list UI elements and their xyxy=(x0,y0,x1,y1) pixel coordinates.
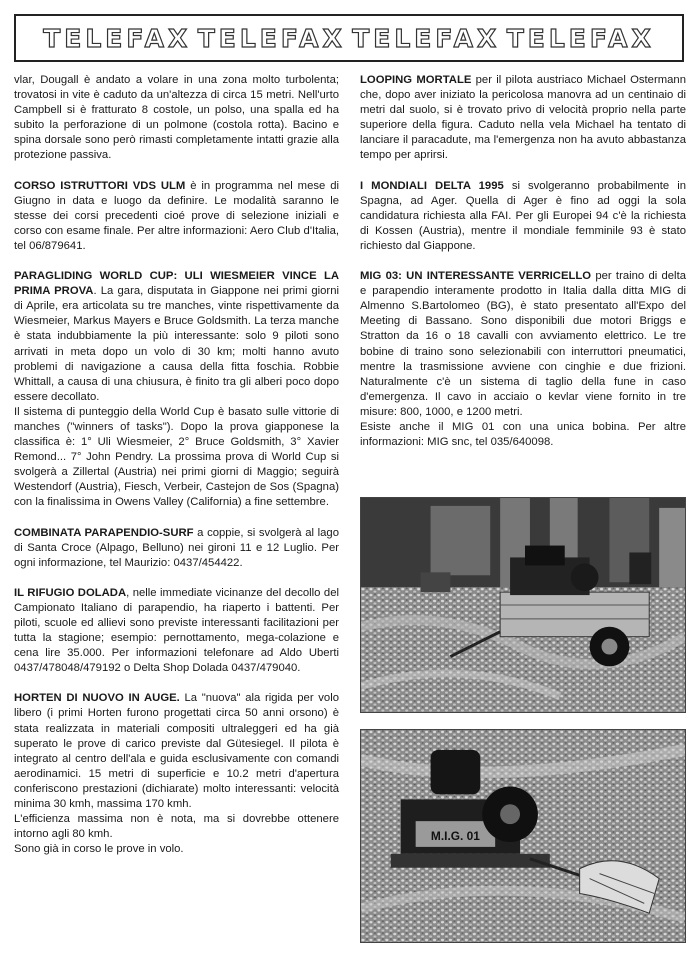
winch-trailer-image xyxy=(361,498,685,712)
article-heading: I MONDIALI DELTA 1995 xyxy=(360,179,504,192)
article-mig03: MIG 03: UN INTERESSANTE VERRICELLO per traino di delta e parapendio interamente prodotto in Italia dalla ditta MIG di Almenno S.Bartolomeo (BG), è stato presentato all'Expo del Meeting di Bassano. Sono disponibili due motori Briggs e Stratton da 16 o 18 cavalli con avviamento elettrico. Le tre bobine di traino sono selezionabili con interruttori pneumatici, mentre la trasmissione avviene con cinghie e due frizioni. Naturalmente c'è un sistema di taglio della fune in caso d'emergenza. Il cavo in acciaio o kevlar viene fornito in tre misure: 800, 1000, e 1200 metri. xyxy=(360,270,686,418)
photo-winch-trailer xyxy=(360,497,686,713)
article-horten: HORTEN DI NUOVO IN AUGE. La "nuova" ala rigida per volo libero (i primi Horten furono progettati circa 50 anni orsono) è stata realizzata in materiali compositi ultraleggeri ed ha già superato le prove di carico previste dal Gütesiegel. Il pilota è integrato al centro dell'ala e guida esclusivamente con comandi aerodinamici. 15 metri di superficie e 10.2 metri d'apertura conferiscono prestazioni (dichiarate) molto interessanti: velocità minima 30 kmh, massima 170 kmh. xyxy=(14,692,339,811)
telefax-banner xyxy=(14,14,684,62)
article-combinata: COMBINATA PARAPENDIO-SURF a coppie, si svolgerà al lago di Santa Croce (Alpago, Belluno) nei gironi 11 e 12 Luglio. Per ogni informazione, tel Maurizio: 0437/454422. xyxy=(14,526,339,569)
article-continuation: vlar, Dougall è andato a volare in una zona molto turbolenta; trovatosi in vite è caduto da un'altezza di circa 15 metri. Nell'urto Campbell si è fratturato 8 costole, un polso, una spalla ed ha subito la perforazione di un polmone (costola rotta). Bacino e spina dorsale sono però rimasti completamente intatti grazie alla protezione passiva. xyxy=(14,74,339,162)
article-world-cup-2: Il sistema di punteggio della World Cup è basato sulle vittorie di manches ("winners of tasks"). Dopo la prova giapponese la classifica è: 1° Uli Wiesmeier, 2° Bruce Goldsmith, 3° Xavier Remond... 7° John Pendry. La prossima prova di World Cup si svolgerà a Zillertal (Austria) nei primi giorni di Maggio; seguirà Westendorf (Austria), Fiesch, Verbeir, Castejon de Sos (Spagna) con la finalissima in Owens Valley (California) a fine settembre. xyxy=(14,405,339,509)
article-mondiali: I MONDIALI DELTA 1995 si svolgeranno probabilmente in Spagna, ad Ager. Quella di Ager è fino ad oggi la sola candidatura richiesta alla FAI. Per gli Europei 94 c'è la richiesta di Kossen (Austria), mentre il mondiale femminile 93 è stato richiesto dal Giappone. xyxy=(360,179,686,252)
article-heading: IL RIFUGIO DOLADA xyxy=(14,586,127,599)
article-heading: PARAGLIDING WORLD CUP: ULI WIESMEIER VINCE LA PRIMA PROVA xyxy=(14,270,339,298)
article-world-cup: PARAGLIDING WORLD CUP: ULI WIESMEIER VINCE LA PRIMA PROVA. La gara, disputata in Giappone nei primi giorni di Aprile, era articolata su tre manches, vinte rispettivamente da Wiesmeier, Markus Mayers e Bruce Goldsmith. La terza manche è stata indubbiamente la più interessante: solo 9 piloti sono arrivati in meta dopo un volo di 30 km; molti hanno avuto problemi di navigazione a causa della fitta foschia. Robbie Whittall, a causa di una chiusura, è finito tra gli alberi poco dopo essere decollato. xyxy=(14,270,339,403)
article-horten-3: Sono già in corso le prove in volo. xyxy=(14,843,184,856)
mig01-image xyxy=(361,730,685,942)
right-column xyxy=(360,73,686,450)
article-heading: LOOPING MORTALE xyxy=(360,74,472,86)
article-corso-istruttori: CORSO ISTRUTTORI VDS ULM è in programma nel mese di Giugno in data e luogo da definire. Le modalità saranno le stesse dei corsi precedenti cioé prove di selezione iniziali e corso con esame finale. Per altre informazioni: Aero Club d'Italia, tel 06/879641. xyxy=(14,179,339,252)
article-heading: COMBINATA PARAPENDIO-SURF xyxy=(14,526,194,539)
article-rifugio: IL RIFUGIO DOLADA, nelle immediate vicinanze del decollo del Campionato Italiano di parapendio, ha riaperto i battenti. Per piloti, scuole ed allievi sono previste interessanti facilitazioni per tutta la stagione; esempio: pernottamento, mega-colazione e cena lire 35.000. Per informazioni telefonare ad Aldo Uberti 0437/478048/479192 o Delta Shop Dolada 0437/479040. xyxy=(14,586,339,675)
banner-word: TELEFAX xyxy=(352,23,501,53)
mig01-label: M.I.G. 01 xyxy=(430,828,480,843)
article-horten-2: L'efficienza massima non è nota, ma si dovrebbe ottenere intorno agli 80 kmh. xyxy=(14,813,339,841)
article-heading: HORTEN DI NUOVO IN AUGE. xyxy=(14,692,180,705)
article-heading: CORSO ISTRUTTORI VDS ULM xyxy=(14,179,186,192)
article-heading: MIG 03: UN INTERESSANTE VERRICELLO xyxy=(360,270,592,283)
photo-mig01 xyxy=(360,729,686,943)
left-column xyxy=(14,73,339,857)
banner-word: TELEFAX xyxy=(197,23,346,53)
banner-word: TELEFAX xyxy=(43,23,192,53)
article-mig03-2: Esiste anche il MIG 01 con una unica bobina. Per altre informazioni: MIG snc, tel 035/640098. xyxy=(360,420,686,449)
article-looping: LOOPING MORTALE per il pilota austriaco Michael Ostermann che, dopo aver iniziato la pericolosa manovra ad un centinaio di metri dal suolo, si è trovato privo di velocità proprio nella parte superiore della figura. Caduto nella vela Michael ha tentato di lanciare il paracadute, ma l'emergenza non ha avuto abbastanza tempo per aprirsi. xyxy=(360,74,686,162)
banner-word: TELEFAX xyxy=(506,23,655,53)
